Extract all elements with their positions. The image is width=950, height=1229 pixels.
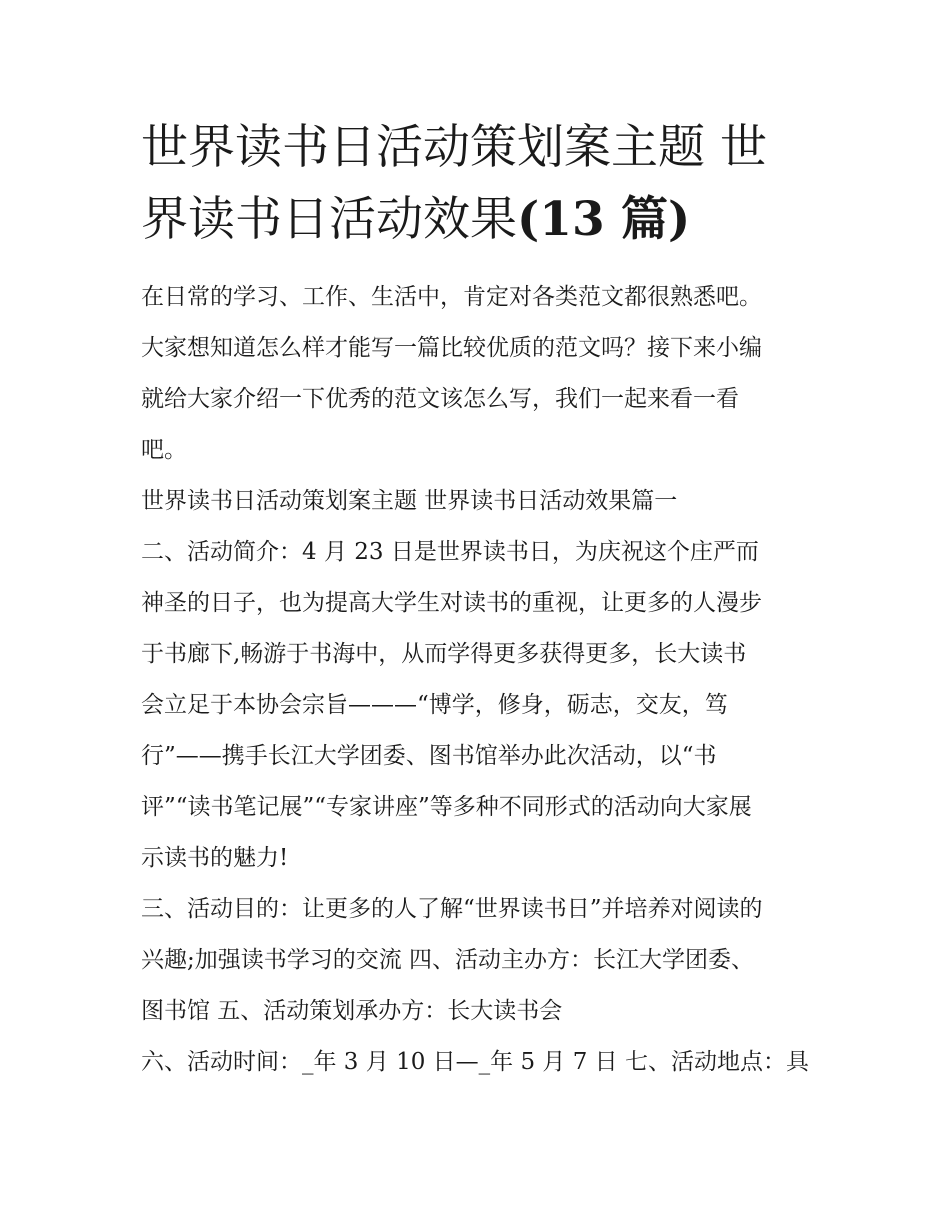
activity-intro-paragraph bbox=[141, 527, 821, 884]
text-line: 六、活动时间：_年 3 月 10 日—_年 5 月 7 日 七、活动地点：具 bbox=[141, 1049, 809, 1075]
text-line: 示读书的魅力! bbox=[141, 845, 289, 871]
document-body bbox=[141, 272, 821, 1088]
title-line-2 bbox=[141, 184, 821, 256]
title-line-1: 世界读书日活动策划案主题 世 bbox=[141, 120, 767, 175]
text-line: 三、活动目的：让更多的人了解“世界读书日”并培养对阅读的 bbox=[141, 896, 763, 922]
text-line: 图书馆 五、活动策划承办方：长大读书会 bbox=[141, 998, 563, 1024]
document-title bbox=[141, 112, 821, 256]
text-line: 会立足于本协会宗旨———“博学，修身，砺志，交友，笃 bbox=[141, 692, 728, 718]
text-line: 世界读书日活动策划案主题 世界读书日活动效果篇一 bbox=[141, 488, 678, 514]
intro-paragraph bbox=[141, 272, 821, 476]
text-line: 评”“读书笔记展”“专家讲座”等多种不同形式的活动向大家展 bbox=[141, 794, 752, 820]
activity-purpose-paragraph bbox=[141, 884, 821, 1037]
document-page bbox=[141, 112, 821, 1088]
text-line: 行”——携手长江大学团委、图书馆举办此次活动，以“书 bbox=[141, 743, 717, 769]
title-line-2-text: 界读书日活动效果 bbox=[141, 192, 517, 247]
title-suffix: (13 篇) bbox=[517, 192, 691, 247]
text-line: 就给大家介绍一下优秀的范文该怎么写，我们一起来看一看 bbox=[141, 386, 739, 412]
text-line: 在日常的学习、工作、生活中，肯定对各类范文都很熟悉吧。 bbox=[141, 284, 762, 310]
text-line: 于书廊下,畅游于书海中，从而学得更多获得更多，长大读书 bbox=[141, 641, 747, 667]
text-line: 二、活动简介：4 月 23 日是世界读书日，为庆祝这个庄严而 bbox=[141, 539, 759, 565]
text-line: 大家想知道怎么样才能写一篇比较优质的范文吗？接下来小编 bbox=[141, 335, 762, 361]
section-heading bbox=[141, 476, 821, 527]
text-line: 吧。 bbox=[141, 437, 187, 463]
activity-time-paragraph bbox=[141, 1037, 821, 1088]
text-line: 神圣的日子，也为提高大学生对读书的重视，让更多的人漫步 bbox=[141, 590, 762, 616]
text-line: 兴趣;加强读书学习的交流 四、活动主办方：长江大学团委、 bbox=[141, 947, 755, 973]
